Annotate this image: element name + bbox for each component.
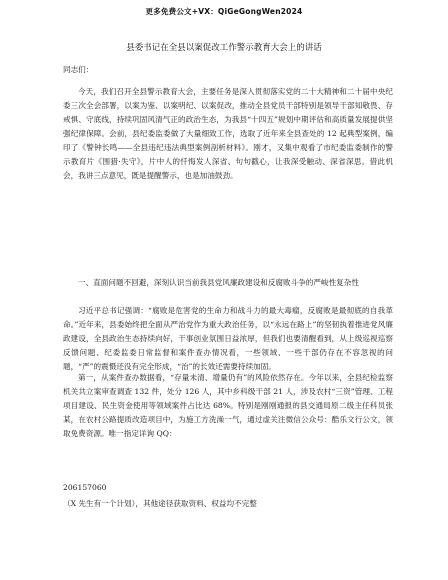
paragraph-intro: 今天，我们召开全县警示教育大会，主要任务是深入贯彻落实党的二十大精神和二十届中央纪委三次全会部署，以案为鉴、以案明纪、以案促改，推动全县党员干部特别是领导干部知敬畏、存戒惧、守底线，持续巩固风清气正的政治生态，为我县“十四五”规划中期评估和高质量发展提供坚强纪律保障。会前，县纪委监委做了大量细致工作，选取了近年来全县查处的 12 起典型案例，编印了《警钟长鸣——全县违纪违法典型案例剖析材料》。刚才，又集中观看了市纪委监委制作的警示教育片《围猎·失守》，片中人的忏悔发人深省、句句戳心，让我深受触动、深省深思。借此机会，我讲三点意见，既是提醒警示，也是加油鼓劲。 <box>63 87 393 180</box>
section-heading-1: 一、直面问题不回避，深刻认识当前我县党风廉政建设和反腐败斗争的严峻性复杂性 <box>78 278 359 287</box>
paragraph-quote: 习近平总书记强调：“腐败是危害党的生命力和战斗力的最大毒瘤，反腐败是最彻底的自我革命。”近年来，县委始终把全面从严治党作为重大政治任务，以“永远在路上”的坚韧执着推进党风廉政建设，全县政治生态持续向好，干事创业氛围日益浓厚，但我们也要清醒看到，从上级巡视巡察反馈问题、纪委监委日常监督和案件查办情况看，一些领域、一些干部仍存在不容忽视的问题，“严”的震慑还没有完全形成，“治”的长效还需要持续加固。 <box>63 306 393 371</box>
qq-number: 206157060 <box>63 483 107 492</box>
paragraph-case-data: 第一，从案件查办数据看，“存量未清、增量仍有”的风险依然存在。今年以来，全县纪检监察机关共立案审查调查 132 件，处分 126 人，其中乡科级干部 21 人，涉及农村“三资”管理、工程项目建设、民生资金使用等领域案件占比达 68%。特别是刚刚通报的县交通局原二级主任科员张某，在农村公路提质改造项目中，为施工方洗澡一气，通过虚关注微信公众号：酷乐文行公文，领取免费资源。唯一指定详询 QQ： <box>63 373 393 438</box>
top-banner: 更多免费公文+VX：QiGeGongWen2024 <box>145 7 303 16</box>
footer-note: （X 先生有一个计划），其他途径获取资料、权益均不完整 <box>63 499 257 508</box>
document-title: 县委书记在全县以案促改工作警示教育大会上的讲话 <box>126 43 322 53</box>
greeting: 同志们： <box>63 65 94 74</box>
